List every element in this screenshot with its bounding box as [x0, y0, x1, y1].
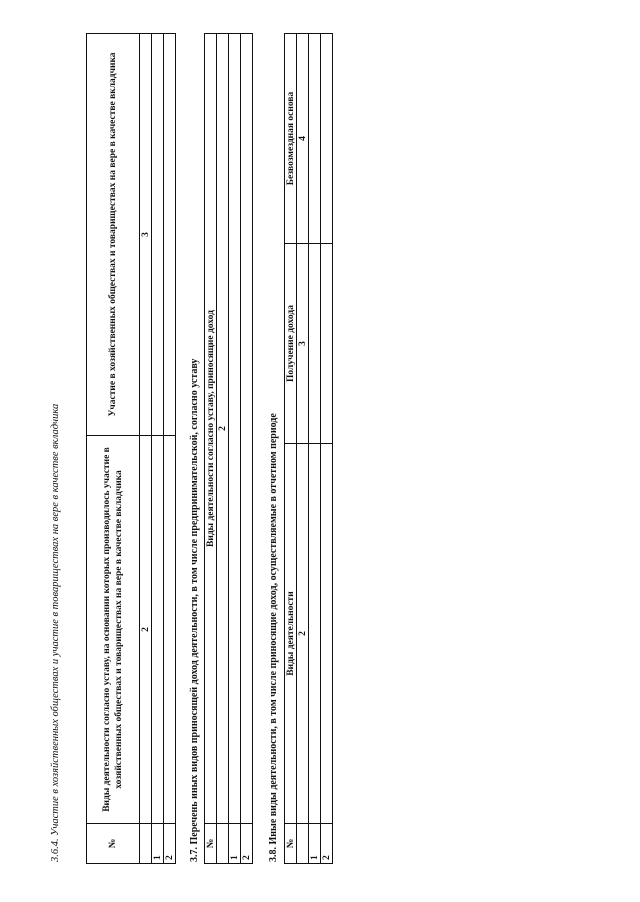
table-column-number-row — [217, 34, 229, 864]
table-participation — [86, 33, 176, 864]
table-cell — [152, 34, 164, 436]
row-number: 2 — [321, 824, 333, 864]
header-number: № — [285, 824, 297, 864]
table-cell — [241, 34, 253, 824]
table-other-activities — [204, 33, 253, 864]
section-heading-3-7: 3.7. Перечень иных видов приносящей доход деятельности, в том числе предпринимательской, согласно уставу — [189, 358, 200, 862]
table-cell — [309, 34, 321, 244]
table-reporting-activities — [284, 33, 333, 864]
header-income: Получение дохода — [285, 244, 297, 444]
header-number: № — [205, 824, 217, 864]
table-row — [164, 34, 176, 864]
header-activity-types: Виды деятельности согласно уставу, на основании которых производилось участие в хозяйственных обществах и товариществах на вере в качестве вкладчика — [87, 436, 140, 824]
row-number: 1 — [152, 824, 164, 864]
header-free-basis: Безвозмездная основа — [285, 34, 297, 244]
table-cell — [321, 244, 333, 444]
table-cell — [164, 34, 176, 436]
header-participation: Участие в хозяйственных обществах и товариществах на вере в качестве вкладчика — [87, 34, 140, 436]
table-row — [241, 34, 253, 864]
column-number: 2 — [217, 34, 229, 824]
table-header-row — [87, 34, 140, 864]
header-number: № — [87, 824, 140, 864]
table-cell — [164, 436, 176, 824]
row-number: 2 — [164, 824, 176, 864]
table-column-number-row — [140, 34, 152, 864]
table-header-row — [205, 34, 217, 864]
row-number: 1 — [229, 824, 241, 864]
table-row — [321, 34, 333, 864]
column-number: 3 — [140, 34, 152, 436]
table-cell — [309, 244, 321, 444]
row-number: 2 — [241, 824, 253, 864]
table-row — [229, 34, 241, 864]
table-row — [152, 34, 164, 864]
header-activity-types: Виды деятельности — [285, 444, 297, 824]
table-cell — [321, 444, 333, 824]
table-header-row — [285, 34, 297, 864]
column-number: 4 — [297, 34, 309, 244]
header-activity-types: Виды деятельности согласно уставу, приносящие доход — [205, 34, 217, 824]
column-number: 3 — [297, 244, 309, 444]
section-heading-3-8: 3.8. Иные виды деятельности, в том числе приносящие доход, осуществляемые в отчетном периоде — [268, 413, 279, 862]
column-number: 2 — [140, 436, 152, 824]
table-row — [309, 34, 321, 864]
table-column-number-row — [297, 34, 309, 864]
table-cell — [309, 444, 321, 824]
table-cell — [152, 436, 164, 824]
table-cell — [321, 34, 333, 244]
row-number: 1 — [309, 824, 321, 864]
column-number: 2 — [297, 444, 309, 824]
table-cell — [229, 34, 241, 824]
section-caption-3-6-4: 3.6.4. Участие в хозяйственных обществах и участие в товариществах на вере в качестве вкладчика — [50, 403, 61, 862]
